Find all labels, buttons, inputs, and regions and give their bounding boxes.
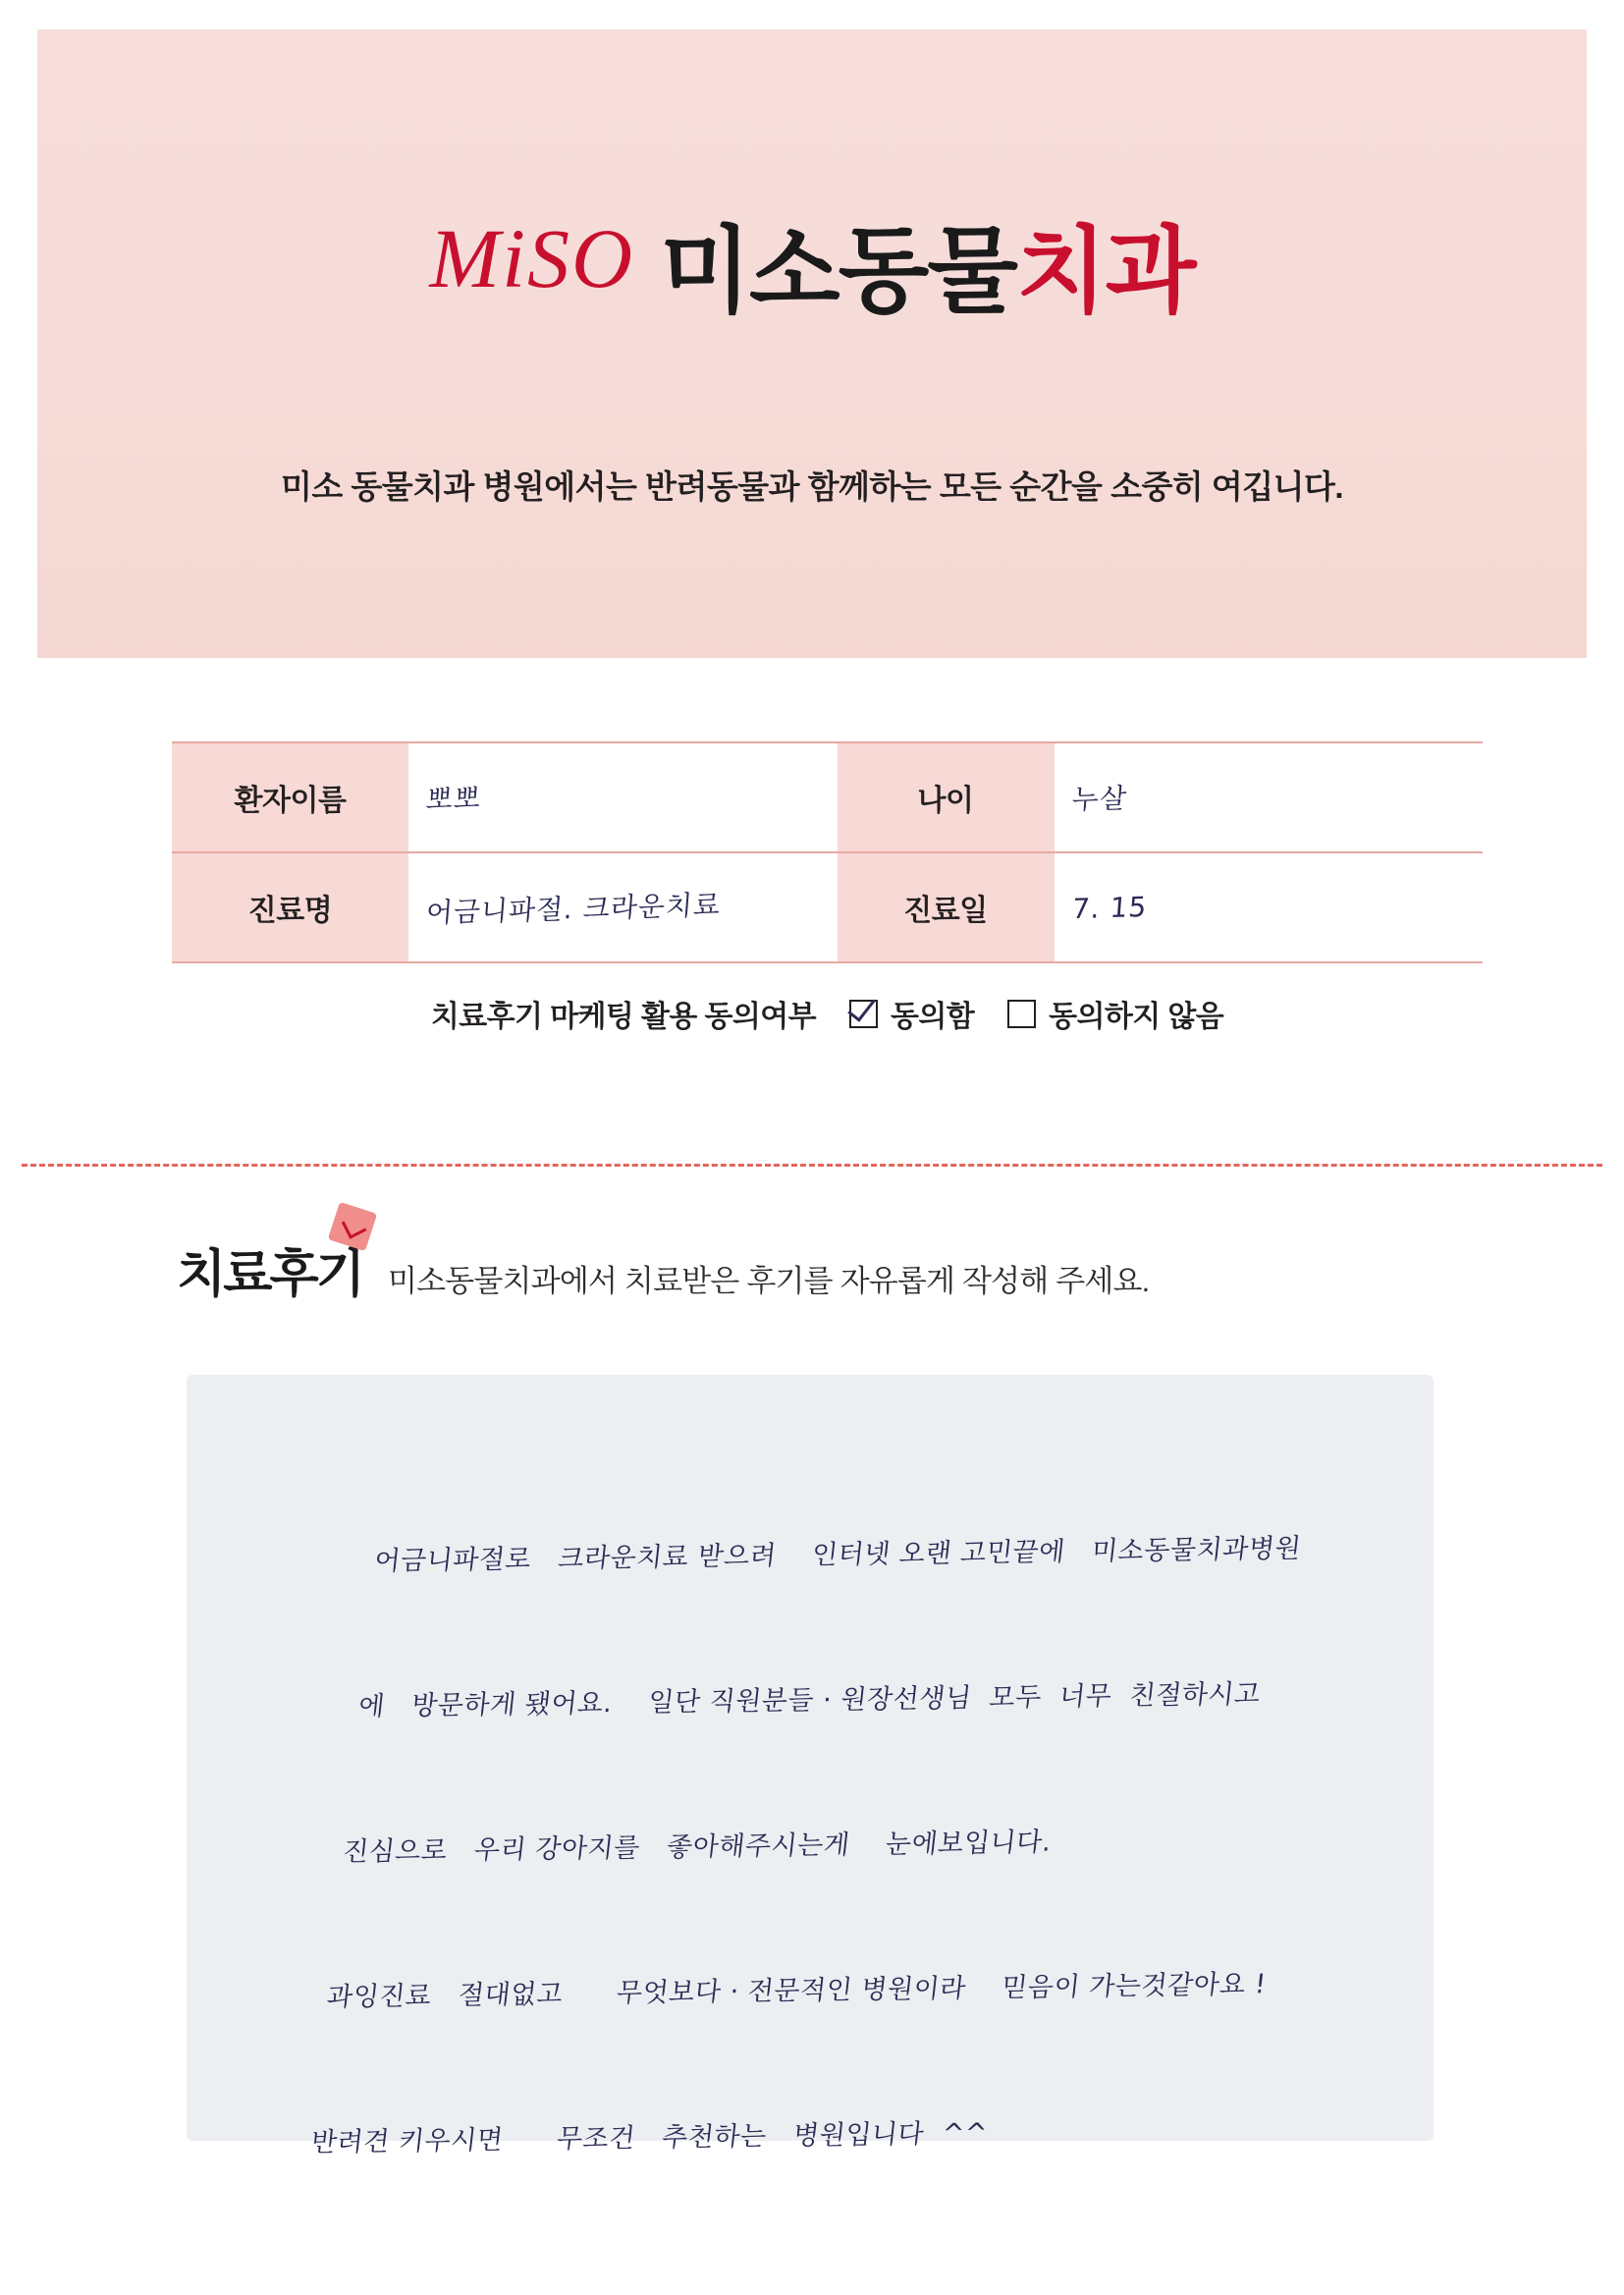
review-line: 반려견 키우시면 무조건 추천하는 병원입니다 ^^ (309, 2117, 990, 2158)
review-line: 에 방문하게 됐어요. 일단 직원분들 · 원장선생님 모두 너무 친절하시고 (356, 1678, 1263, 1722)
review-section-subtitle: 미소동물치과에서 치료받은 후기를 자유롭게 작성해 주세요. (387, 1264, 1150, 1298)
patient-info-table (172, 741, 1483, 963)
label-treatment-date: 진료일 (838, 852, 1055, 962)
value-treatment-date: 7. 15 (1055, 852, 1484, 962)
logo-wordmark-korean-black: 미소동물 (660, 219, 1017, 324)
label-age: 나이 (838, 742, 1055, 852)
review-title-text: 치료후기 (177, 1246, 362, 1303)
review-section-header (177, 1232, 1149, 1306)
table-row (172, 852, 1483, 962)
review-line: 진심으로 우리 강아지를 좋아해주시는게 눈에보입니다. (341, 1827, 1054, 1868)
value-treatment-name: 어금니파절. 크라운치료 (408, 852, 838, 962)
header-tagline: 미소 동물치과 병원에서는 반려동물과 함께하는 모든 순간을 소중히 여깁니다. (280, 468, 1344, 505)
label-patient-name: 환자이름 (172, 742, 408, 852)
consent-agree-label: 동의함 (891, 1001, 975, 1033)
marketing-consent-row (172, 992, 1483, 1035)
clinic-logo (37, 196, 1587, 331)
consent-option-disagree[interactable] (1007, 992, 1223, 1035)
review-section-title (177, 1232, 362, 1306)
checkbox-disagree-icon[interactable] (1007, 1000, 1036, 1028)
header-band (37, 29, 1587, 658)
review-handwriting (299, 1438, 1458, 2252)
consent-question-label: 치료후기 마케팅 활용 동의여부 (430, 1001, 816, 1033)
label-treatment-name: 진료명 (172, 852, 408, 962)
logo-wordmark-latin: MiSO (429, 210, 635, 305)
section-divider (22, 1164, 1602, 1167)
consent-disagree-label: 동의하지 않음 (1049, 1001, 1224, 1033)
value-patient-name: 뽀뽀 (408, 742, 838, 852)
value-age: 누살 (1055, 742, 1484, 852)
consent-option-agree[interactable] (849, 992, 974, 1035)
checkbox-agree-icon[interactable] (849, 1000, 878, 1028)
review-line: 과잉진료 절대없고 무엇보다 · 전문적인 병원이라 믿음이 가는것같아요 ! (325, 1969, 1269, 2013)
review-text-area[interactable] (187, 1375, 1434, 2158)
check-tag-icon (328, 1202, 377, 1251)
review-line: 어금니파절로 크라운치료 받으려 인터넷 오랜 고민끝에 미소동물치과병원 (372, 1533, 1303, 1577)
table-row (172, 742, 1483, 852)
logo-wordmark-korean-red: 치과 (1016, 219, 1195, 324)
